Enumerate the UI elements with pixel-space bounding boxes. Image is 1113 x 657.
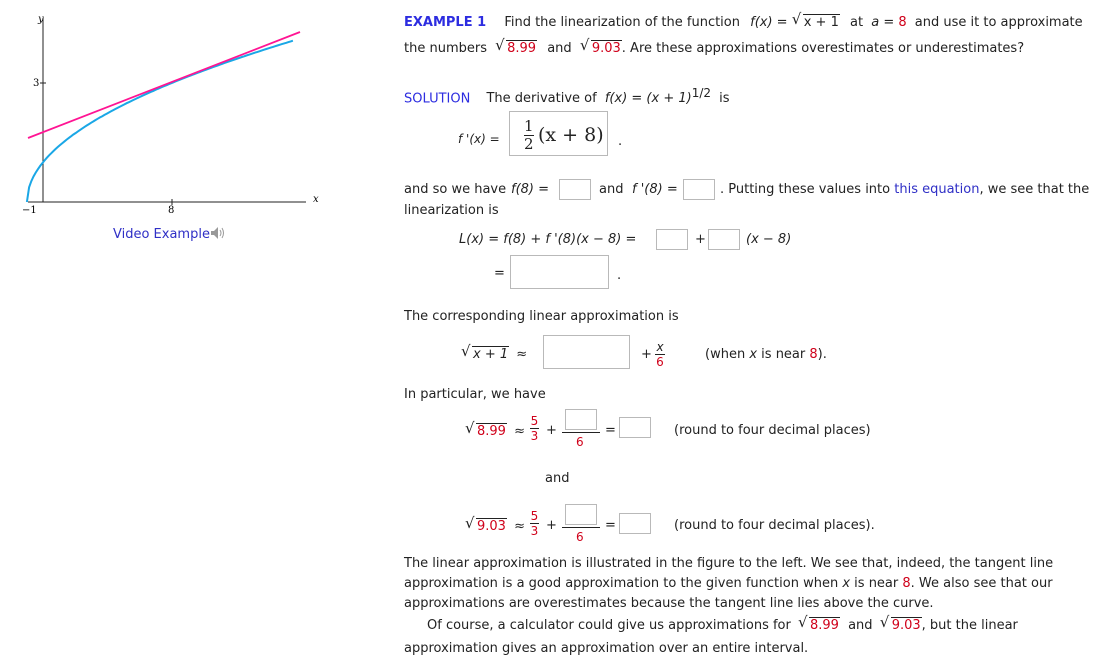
linearization-text: linearization is	[404, 203, 499, 218]
para-line-1: The linear approximation is illustrated in the figure to the left. We see that, indeed, the tangent line	[404, 556, 1054, 571]
lx-expression: L(x) = f(8) + f '(8)(x − 8) =	[459, 232, 637, 247]
fprime-label: f '(x) =	[458, 132, 500, 146]
approx-lhs: √ x + 1 ≈	[461, 342, 528, 362]
row2-lhs: √ 9.03 ≈	[465, 514, 525, 534]
example-heading: EXAMPLE 1	[404, 15, 487, 30]
f8-input[interactable]	[559, 179, 591, 200]
fp8-label: f '(8) =	[632, 182, 678, 197]
fprime-fraction: 1 2	[524, 117, 534, 153]
speaker-icon	[210, 226, 228, 240]
approx-const-input[interactable]	[543, 335, 630, 369]
linearization-graph	[0, 0, 330, 225]
when-note: (when x is near 8).	[705, 347, 827, 362]
row2-result-input[interactable]	[619, 513, 651, 534]
lx-slope-input[interactable]	[708, 229, 740, 250]
para-line-5: approximation gives an approximation over an entire interval.	[404, 641, 809, 656]
row2-frac-bar	[562, 527, 600, 528]
video-example-label: Video Example	[113, 227, 210, 242]
x-over-6: x 6	[656, 340, 664, 369]
fp8-input[interactable]	[683, 179, 715, 200]
row2-numerator-input[interactable]	[565, 504, 597, 525]
lx-const-input[interactable]	[656, 229, 688, 250]
example-line-2: the numbers √ 8.99 and √ 9.03. Are these approximations overestimates or underestimates?	[404, 36, 1025, 56]
solution-label: SOLUTION	[404, 91, 471, 107]
x-tick-label-neg1: −1	[22, 205, 37, 216]
para-line-4: Of course, a calculator could give us approximations for √ 8.99 and √ 9.03, but the linear	[427, 613, 1018, 633]
x-axis-label: x	[313, 194, 319, 205]
video-example-link[interactable]	[113, 226, 228, 242]
corresponding-text: The corresponding linear approximation is	[404, 309, 679, 324]
para-line-3: approximations are overestimates because the tangent line lies above the curve.	[404, 596, 934, 611]
row2-five-thirds: 5 3	[530, 509, 539, 538]
function-curve	[27, 41, 293, 202]
fprime-expression: (x + 8)	[538, 124, 604, 146]
this-equation-link[interactable]: this equation	[894, 182, 980, 197]
row2-note: (round to four decimal places).	[674, 518, 875, 533]
x-tick-label-8: 8	[168, 205, 175, 216]
sqrt-x-plus-1: √ x + 1	[791, 10, 839, 30]
y-axis-label: y	[38, 14, 44, 25]
example-line-1: EXAMPLE 1 Find the linearization of the function f(x) = √ x + 1 at a = 8 and use it to approximate	[404, 10, 1083, 30]
para-line-2: approximation is a good approximation to the given function when x is near 8. We also see that our	[404, 576, 1053, 591]
fprime-period: .	[618, 134, 623, 149]
row1-frac-bar	[562, 432, 600, 433]
lx-simplified-input[interactable]	[510, 255, 609, 289]
row1-five-thirds: 5 3	[530, 414, 539, 443]
row1-note: (round to four decimal places)	[674, 423, 871, 438]
row1-lhs: √ 8.99 ≈	[465, 419, 525, 439]
and-mid: and	[545, 471, 570, 486]
row1-result-input[interactable]	[619, 417, 651, 438]
fprime-answer-box[interactable]	[509, 111, 608, 156]
tangent-line	[28, 32, 300, 138]
solution-line: SOLUTION The derivative of $f(x) = (x + 1)^{1/2}$ is	[404, 86, 730, 107]
f8-label: f(8) =	[511, 182, 550, 197]
y-tick-label: 3	[33, 78, 40, 89]
and-so-text: and so we have	[404, 182, 507, 197]
in-particular-text: In particular, we have	[404, 387, 546, 402]
row1-numerator-input[interactable]	[565, 409, 597, 430]
